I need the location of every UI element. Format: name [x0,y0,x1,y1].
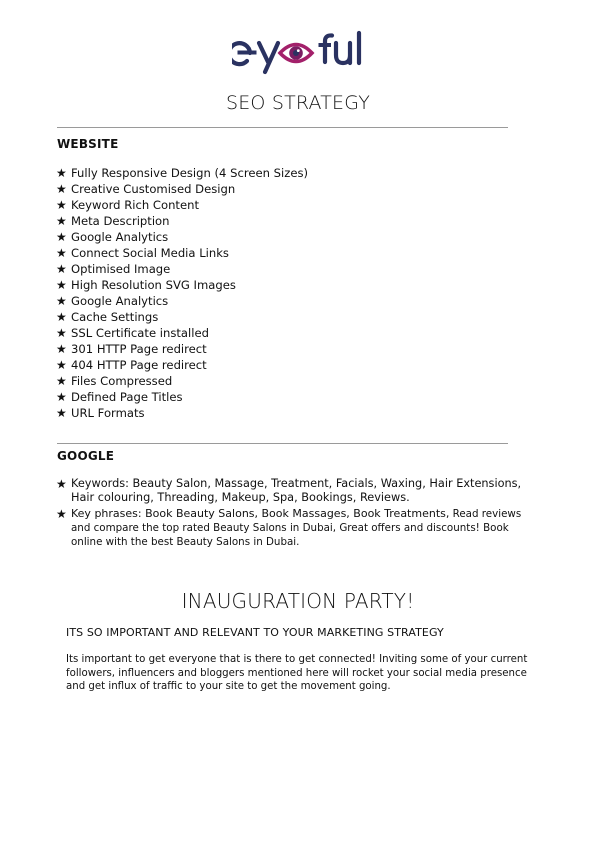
list-item: ★ Keyword Rich Content [56,198,199,212]
keywords-item: ★ Keywords: Beauty Salon, Massage, Treatment, Facials, Waxing, Hair Extensions, Hair colouring, Threading, Makeup, Spa, Bookings, Reviews. [56,477,522,504]
party-body: Its important to get everyone that is there to get connected! Inviting some of your current followers, influencers and bloggers mentioned here will rocket your social media presence and get influx of traffic to your site to get the movement going. [66,654,528,692]
website-list [56,165,308,421]
key-phrases-item: ★ Key phrases: Book Beauty Salons, Book Massages, Book Treatments, Read reviews and compare the top rated Beauty Salons in Dubai, Great offers and discounts! Book online with the best Beauty Salons in Dubai. [56,507,522,548]
star-icon: ★ [56,278,67,292]
star-icon: ★ [56,182,67,196]
list-item: ★ Creative Customised Design [56,182,236,196]
website-heading: WEBSITE [57,137,119,151]
list-item: ★ Meta Description [56,214,170,228]
list-item: ★ 404 HTTP Page redirect [56,358,207,372]
star-icon: ★ [56,358,67,372]
list-item: ★ Fully Responsive Design (4 Screen Sizes) [56,166,309,180]
list-item: ★ Google Analytics [56,230,169,244]
star-icon: ★ [56,477,67,491]
party-subheading: ITS SO IMPORTANT AND RELEVANT TO YOUR MARKETING STRATEGY [66,626,444,639]
party-title: INAUGURATION PARTY! [181,589,415,613]
list-item: ★ Google Analytics [56,294,169,308]
divider [57,127,508,128]
star-icon: ★ [56,374,67,388]
list-item: ★ Optimised Image [56,262,171,276]
list-item: ★ Connect Social Media Links [56,246,229,260]
star-icon: ★ [56,406,67,420]
list-item: ★ SSL Certificate installed [56,326,209,340]
google-list [56,477,536,549]
list-item: ★ 301 HTTP Page redirect [56,342,207,356]
star-icon: ★ [56,390,67,404]
star-icon: ★ [56,507,67,521]
star-icon: ★ [56,198,67,212]
star-icon: ★ [56,342,67,356]
star-icon: ★ [56,214,67,228]
star-icon: ★ [56,262,67,276]
divider [57,443,508,444]
eyeful-logo [232,30,366,78]
star-icon: ★ [56,294,67,308]
star-icon: ★ [56,326,67,340]
list-item: ★ Defined Page Titles [56,390,183,404]
star-icon: ★ [56,310,67,324]
eyeful-logo-graphic [232,30,366,78]
google-heading: GOOGLE [57,449,115,463]
list-item: ★ High Resolution SVG Images [56,278,236,292]
star-icon: ★ [56,246,67,260]
list-item: ★ URL Formats [56,406,145,420]
page-title: SEO STRATEGY [225,92,371,114]
list-item: ★ Files Compressed [56,374,173,388]
list-item: ★ Cache Settings [56,310,159,324]
star-icon: ★ [56,230,67,244]
star-icon: ★ [56,166,67,180]
